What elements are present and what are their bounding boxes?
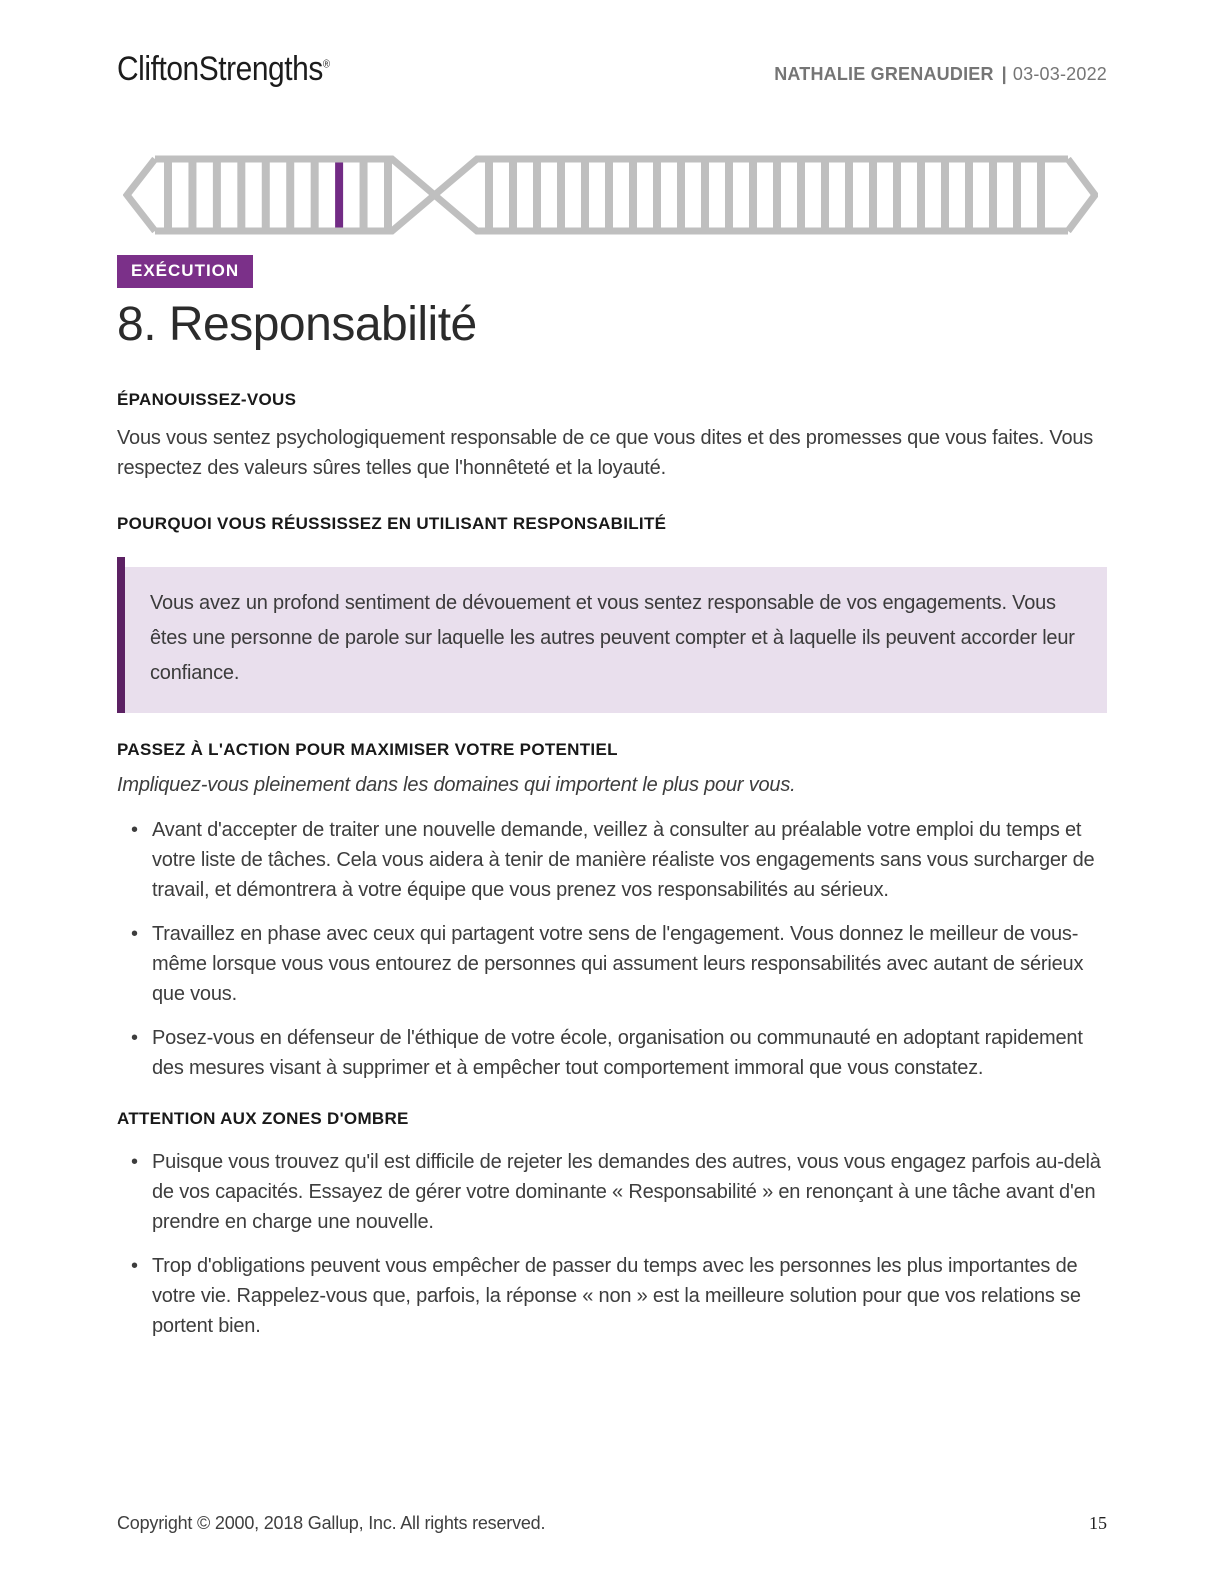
person-and-date [774,64,1107,89]
strand-bar [917,162,925,228]
strand-bar [485,162,493,228]
strand-bar [701,162,709,228]
strand-bar [605,162,613,228]
strand-bar [1037,162,1045,228]
strand-bar [677,162,685,228]
strand-bar [989,162,997,228]
strand-bar [845,162,853,228]
registered-trademark-icon: ® [322,58,330,71]
page-number: 15 [1089,1513,1107,1533]
bullet-item: • Trop d'obligations peuvent vous empêcher de passer du temps avec les personnes les plus importantes de votre vie. Rappelez-vous que, parfois, la réponse « non » est la meilleure solution pour que vos relations se portent bien. [152,1251,1107,1341]
logo-text: CliftonStrengths [117,50,323,88]
bullet-item: • Puisque vous trouvez qu'il est difficile de rejeter les demandes des autres, vous vous engagez parfois au-delà de vos capacités. Essayez de gérer votre dominante « Responsabilité » en renonçant à une tâche avant d'en prendre en charge une nouvelle. [152,1147,1107,1237]
report-date: 03-03-2022 [1012,64,1107,84]
section-heading-thrive: ÉPANOUISSEZ-VOUS [117,390,297,409]
strand-bar [581,162,589,228]
strand-bar [557,162,565,228]
thrive-paragraph: Vous vous sentez psychologiquement responsable de ce que vous dites et des promesses que vous faites. Vous respectez des valeurs sûres telles que l'honnêteté et la loyauté. [117,427,1094,479]
strand-bar-highlighted [335,162,343,228]
strand-bar [629,162,637,228]
page-header [117,0,1107,89]
bullet-item: • Travaillez en phase avec ceux qui partagent votre sens de l'engagement. Vous donnez le meilleur de vous-même lorsque vous vous entourez de personnes qui assument leurs responsabilités avec autant de sérieux que vous. [152,919,1107,1009]
strand-left-tip [127,159,155,231]
strand-bar [262,162,270,228]
cliftonstrengths-logo [117,50,330,89]
strand-bar [509,162,517,228]
strand-bar [773,162,781,228]
strand-bar [237,162,245,228]
strand-bar [797,162,805,228]
dna-strand-graphic [123,153,1098,237]
strand-bar [533,162,541,228]
section-heading-action: PASSEZ À L'ACTION POUR MAXIMISER VOTRE POTENTIEL [117,740,618,759]
action-lead: Impliquez-vous pleinement dans les domaines qui importent le plus pour vous. [117,774,796,796]
copyright-text: Copyright © 2000, 2018 Gallup, Inc. All rights reserved. [117,1513,546,1533]
bullet-item: • Avant d'accepter de traiter une nouvelle demande, veillez à consulter au préalable votre emploi du temps et votre liste de tâches. Cela vous aidera à tenir de manière réaliste vos engagements sans vous surcharger de travail, et démontrera à votre équipe que vous prenez vos responsabilités au sérieux. [152,815,1107,905]
strand-bar [941,162,949,228]
bullet-item: • Posez-vous en défenseur de l'éthique de votre école, organisation ou communauté en adoptant rapidement des mesures visant à supprimer et à empêcher tout comportement immoral que vous constatez. [152,1023,1107,1083]
strand-bar [869,162,877,228]
header-divider: | [1001,64,1007,84]
quote-text: Vous avez un profond sentiment de dévouement et vous sentez responsable de vos engagements. Vous êtes une personne de parole sur laquelle les autres peuvent compter et à laquelle ils peuvent accorder leur confiance. [150,592,1075,684]
section-heading-blindspots: ATTENTION AUX ZONES D'OMBRE [117,1109,409,1128]
strand-bar [188,162,196,228]
strand-bar [164,162,172,228]
action-bullet-list [117,815,1107,1083]
blindspots-bullet-list [117,1147,1107,1341]
strand-bar [384,162,392,228]
strand-bar [821,162,829,228]
quote-box [117,567,1107,713]
theme-title: 8. Responsabilité [117,298,477,351]
page-footer [117,1513,1107,1534]
domain-badge: EXÉCUTION [117,255,253,288]
person-name: NATHALIE GRENAUDIER [774,64,994,84]
strand-bar [749,162,757,228]
strand-bar [311,162,319,228]
strand-bar [286,162,294,228]
strand-bar [893,162,901,228]
strand-bar [360,162,368,228]
strand-bar [213,162,221,228]
strand-right-tip [1068,159,1095,231]
strand-bar [965,162,973,228]
strand-bar [1013,162,1021,228]
strand-bar [725,162,733,228]
strand-bar [653,162,661,228]
section-heading-why: POURQUOI VOUS RÉUSSISSEZ EN UTILISANT RESPONSABILITÉ [117,514,667,533]
quote-accent-bar [117,557,125,713]
